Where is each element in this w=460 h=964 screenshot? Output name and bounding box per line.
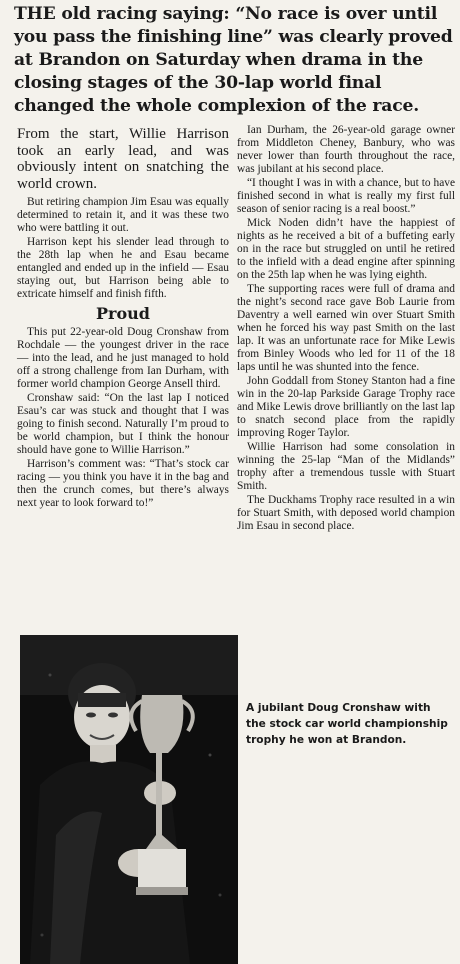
article-paragraph: John Goddall from Stoney Stanton had a fine win in the 20-lap Parkside Garage Trophy race and Mike Lewis drove brilliantly on the last lap to snatch second place from the rapidly improving Roger Taylor. [237, 375, 455, 439]
subheading: Proud [96, 304, 150, 323]
article-paragraph: Ian Durham, the 26-year-old garage owner from Middleton Cheney, Banbury, who was never lower than fourth throughout the race, was jubilant at his second place. [237, 124, 455, 175]
article-paragraph: “I thought I was in with a chance, but to have finished second in what is really my first full season of senior racing is a real boost.” [237, 177, 455, 215]
lead-paragraph: From the start, Willie Harrison took an early lead, and was obviously intent on snatching the world crown. [17, 126, 229, 192]
article-right-column [237, 124, 455, 534]
article-paragraph: Mick Noden didn’t have the happiest of nights as he received a bit of a buffeting early on in the race but struggled on until he retired to the infield with a dead engine after spinning on the 25th lap when he was lying eighth. [237, 217, 455, 281]
article-paragraph: The Duckhams Trophy race resulted in a win for Stuart Smith, with deposed world champion Jim Esau in second place. [237, 494, 455, 532]
news-photo [20, 635, 238, 964]
article-paragraph: Willie Harrison had some consolation in winning the 25-lap “Man of the Midlands” trophy after a tremendous tussle with Stuart Smith. [237, 441, 455, 492]
article-paragraph: This put 22-year-old Doug Cronshaw from Rochdale — the youngest driver in the race — into the lead, and he just managed to hold off a strong challenge from Ian Durham, with former world champion George Ansell third. [17, 326, 229, 390]
article-paragraph: Harrison’s comment was: “That’s stock car racing — you think you have it in the bag and then the crunch comes, but there’s always next year to look forward to!” [17, 458, 229, 509]
article-paragraph: Cronshaw said: “On the last lap I noticed Esau’s car was stuck and thought that I was going to finish second. Naturally I’m proud to be world champion, but I think the honour should have gone to Willie Harrison.” [17, 392, 229, 456]
article-paragraph: The supporting races were full of drama and the night’s second race gave Bob Laurie from Daventry a well earned win over Stuart Smith when he forced his way past Smith on the last lap. It was an unfortunate race for Mike Lewis from Binley Woods who led for 11 of the 18 laps until he was shunted into the fence. [237, 283, 455, 373]
photo-portrait-icon [20, 635, 238, 964]
photo-caption: A jubilant Doug Cronshaw with the stock car world championship trophy he won at Brandon. [246, 702, 448, 746]
article-paragraph: But retiring champion Jim Esau was equally determined to retain it, and it was these two who were battling it out. [17, 196, 229, 234]
article-paragraph: Harrison kept his slender lead through to the 28th lap when he and Esau became entangled and ended up in the infield — Esau staying out, but Harrison being able to extricate himself and finish fifth. [17, 236, 229, 300]
headline: THE old racing saying: “No race is over until you pass the finishing line” was clearly proved at Brandon on Saturday when drama in the closing stages of the 30-lap world final changed the whole complexion of the race. [14, 4, 453, 116]
article-left-column [17, 126, 229, 511]
